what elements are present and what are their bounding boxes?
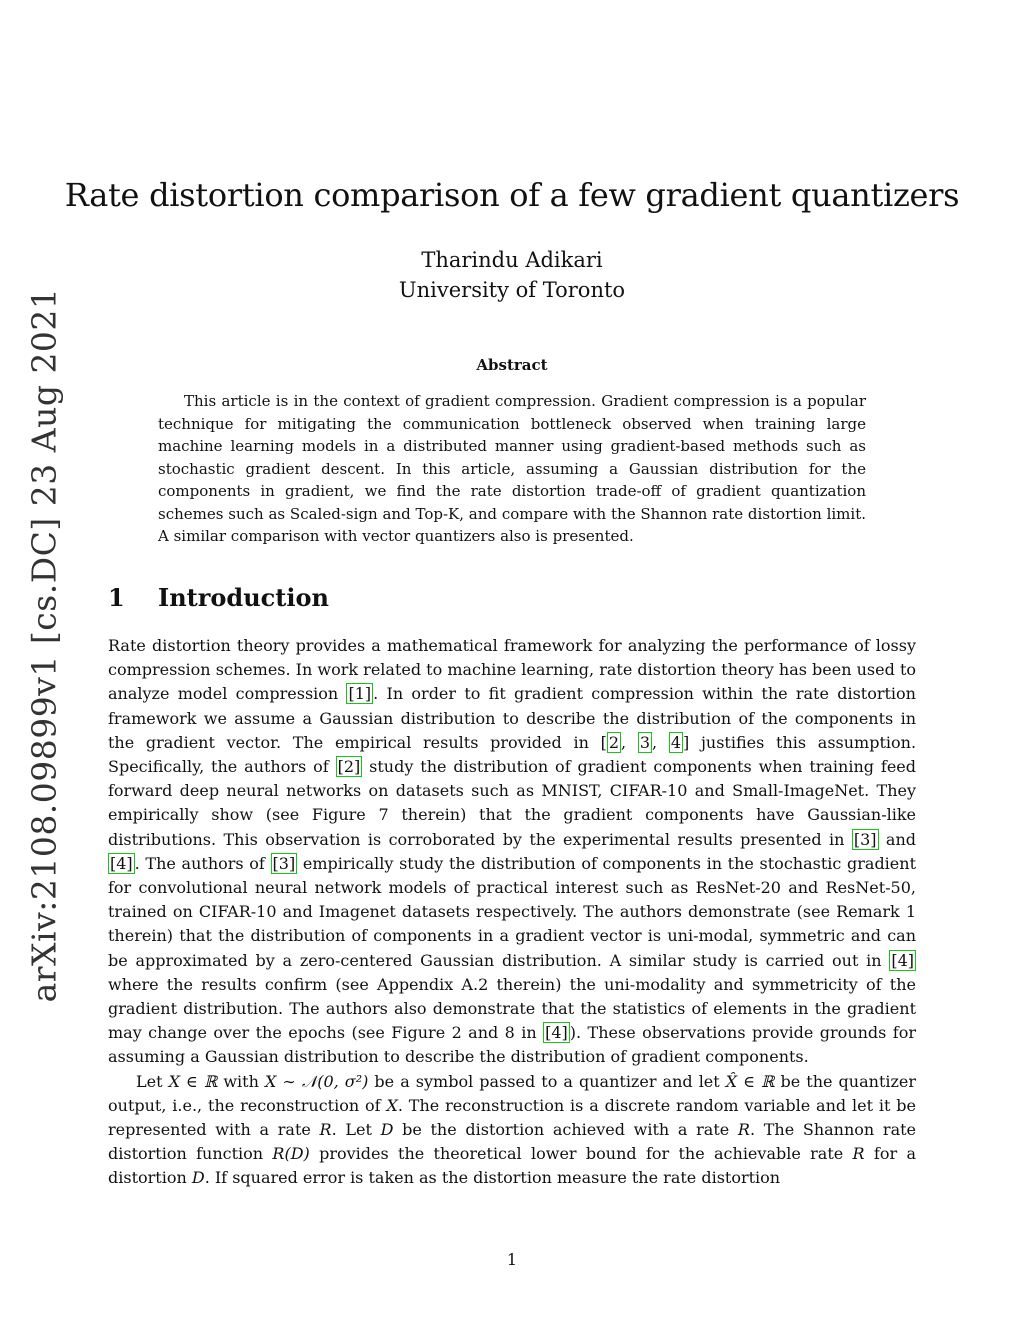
author-name: Tharindu Adikari [421,248,603,272]
text-run: Rate distortion theory provides a mathematical framework for analyzing the performance of lossy compression schemes. In work related to machine learning, rate distortion theory has been used to analyze model compression [108,636,916,704]
math-inline: R [737,1120,750,1140]
citation-link[interactable]: [3] [853,829,877,849]
text-run: where the results confirm (see Appendix A.2 therein) the uni-modality and symmetricity of the gradient distribution. The authors also demonstrate that the statistics of elements in the gradient may change over the epochs (see Figure 2 and 8 in [108,974,916,1043]
text-run: . The reconstruction is a discrete random variable and let it be represented with a rate [108,1095,916,1140]
text-run: be a symbol passed to a quantizer and let [368,1071,726,1091]
math-inline: R(D) [272,1144,310,1164]
text-run: , [652,732,669,752]
math-inline: R [319,1120,332,1140]
text-run: . The Shannon rate distortion function [108,1120,917,1164]
citation-link[interactable]: [1] [348,684,372,704]
citation-link[interactable]: 3 [639,732,651,752]
citation-link[interactable]: 4 [670,732,681,752]
section-heading [108,583,329,612]
text-run: ] justifies this assumption. Specifically, the authors of [108,732,917,777]
text-run: Let [136,1071,169,1091]
math-inline: D [380,1120,394,1140]
citation-link[interactable]: [2] [337,757,361,777]
citation-link[interactable]: [4] [110,853,133,873]
paragraph-1 [108,634,916,1070]
text-run: ). These observations provide grounds for assuming a Gaussian distribution to describe the distribution of gradient components. [108,1023,916,1067]
section-number: 1 [108,583,125,612]
text-run: . The authors of [134,853,271,873]
arxiv-sidebar [12,287,76,1003]
math-inline: X ∈ ℝ [168,1071,218,1091]
text-run: study the distribution of gradient components when training feed forward deep neural networks on datasets such as MNIST, CIFAR-10 and Small-ImageNet. They empirically show (see Figure 7 therein) that the gradient components have Gaussian-like distributions. This observation is corroborated by the experimental results presented in [108,757,917,849]
text-run: and [878,829,916,849]
text-run: with [217,1071,265,1091]
text-run: . If squared error is taken as the distortion measure the rate distortion [204,1168,781,1188]
math-inline: D [191,1168,205,1188]
citation-link[interactable]: [4] [891,950,914,970]
body-text [108,634,916,1191]
text-run: be the quantizer output, i.e., the reconstruction of [108,1071,917,1115]
text-run: be the distortion achieved with a rate [393,1120,738,1140]
text-run: . Let [331,1120,381,1140]
math-inline: X̂ ∈ ℝ [725,1071,775,1091]
section-title: Introduction [158,583,329,612]
text-run: . In order to fit gradient compression within the rate distortion framework we assume a Gaussian distribution to describe the distribution of the components in the gradient vector. The empirical results provided in [ [108,684,916,752]
citation-link[interactable]: [3] [272,853,296,873]
citation-link[interactable]: 2 [608,732,620,752]
abstract-text: This article is in the context of gradient compression. Gradient compression is a popular technique for mitigating the communication bottleneck observed when training large machine learning models in a distributed manner using gradient-based methods such as stochastic gradient descent. In this article, assuming a Gaussian distribution for the components in gradient, we find the rate distortion trade-off of gradient quantization schemes such as Scaled-sign and Top-K, and compare with the Shannon rate distortion limit. A similar comparison with vector quantizers also is presented. [158,392,866,545]
text-run: empirically study the distribution of components in the stochastic gradient for convolutional neural network models of practical interest such as ResNet-20 and ResNet-50, trained on CIFAR-10 and Imagenet datasets respectively. The authors demonstrate (see Remark 1 therein) that the distribution of components in a gradient vector is uni-modal, symmetric and can be approximated by a zero-centered Gaussian distribution. A similar study is carried out in [108,853,916,970]
math-inline: X ∼ 𝒩(0, σ²) [264,1071,369,1091]
page-number: 1 [506,1250,518,1269]
math-inline: X [386,1095,398,1115]
math-inline: R [852,1144,865,1164]
paper-title: Rate distortion comparison of a few gradient quantizers [64,176,960,214]
text-run: provides the theoretical lower bound for the achievable rate [309,1144,853,1164]
arxiv-identifier: arXiv:2108.09899v1 [cs.DC] 23 Aug 2021 [24,287,64,1003]
author-affiliation: University of Toronto [398,278,626,302]
text-run: for a distortion [108,1144,916,1188]
citation-link[interactable]: [4] [545,1023,568,1043]
abstract-heading: Abstract [476,356,548,374]
paragraph-2 [108,1070,916,1191]
text-run: , [621,732,638,752]
